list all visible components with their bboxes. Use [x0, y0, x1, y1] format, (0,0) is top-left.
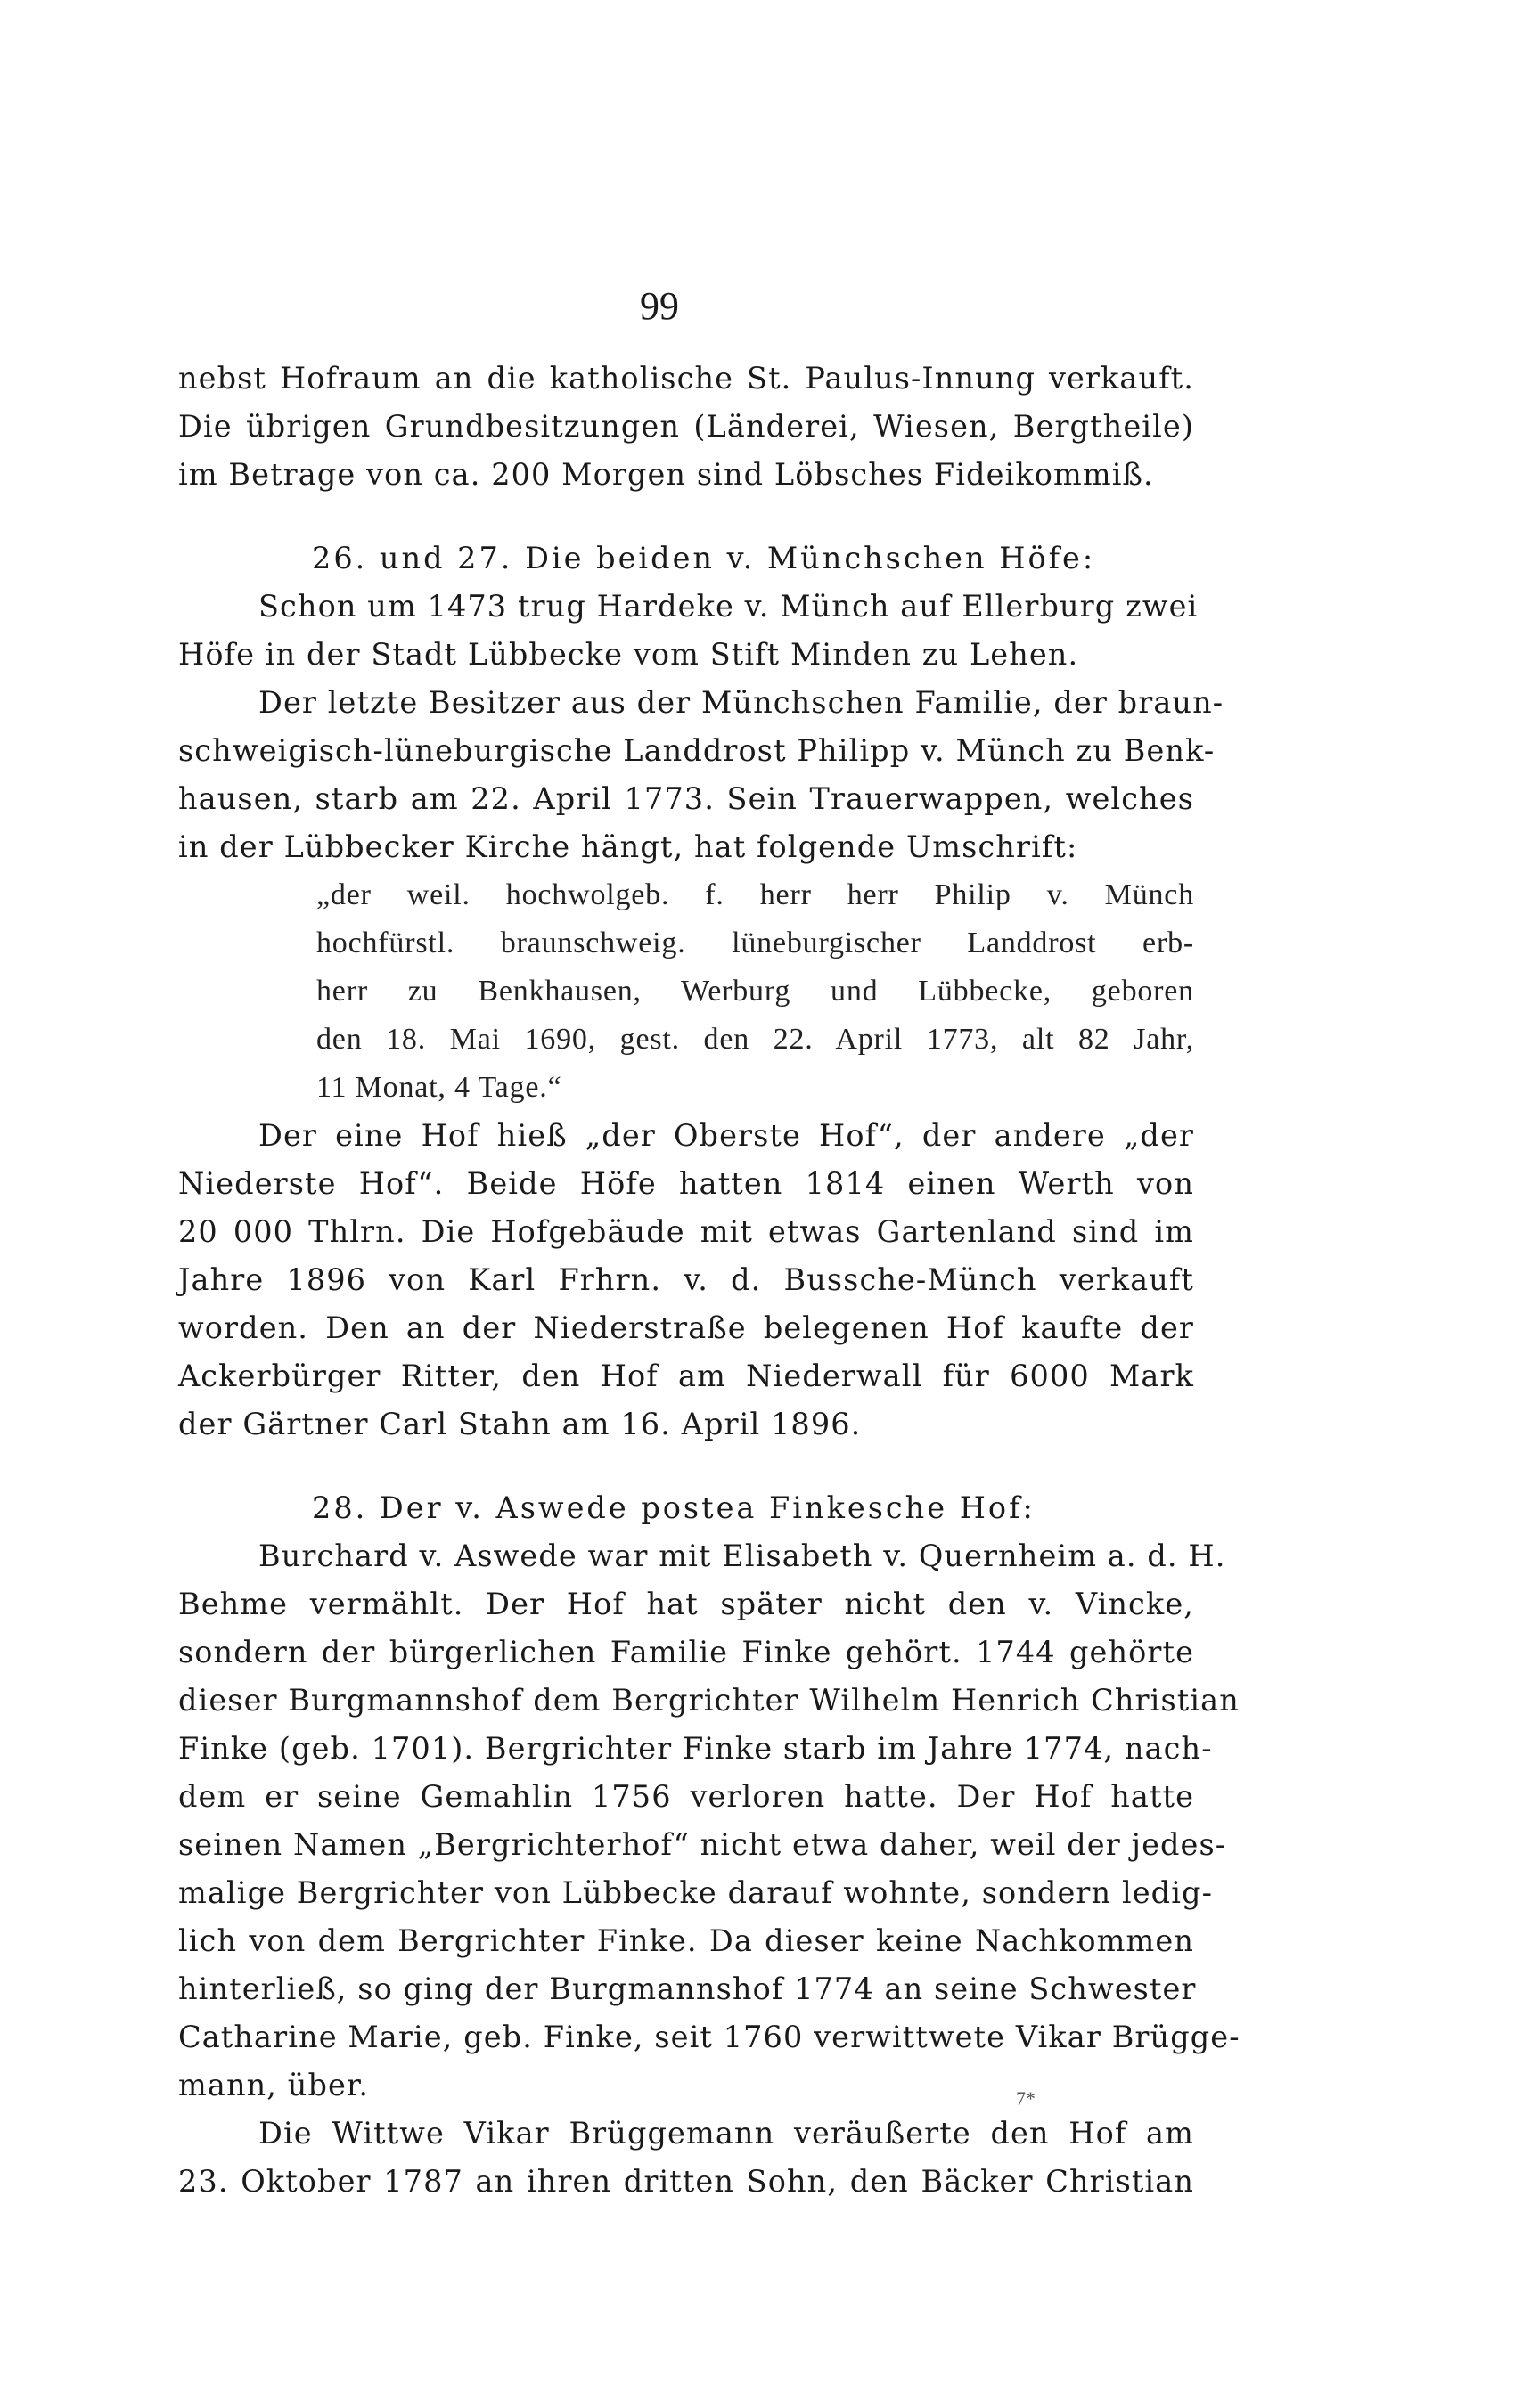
- text-line: Der eine Hof hieß „der Oberste Hof“, der andere „der: [258, 1118, 1194, 1153]
- quote-line: „der weil. hochwolgeb. f. herr herr Philip v. Münch: [316, 878, 1194, 911]
- text-line: dieser Burgmannshof dem Bergrichter Wilhelm Henrich Christian: [178, 1683, 1240, 1718]
- text-line: lich von dem Bergrichter Finke. Da dieser keine Nachkommen: [178, 1923, 1194, 1958]
- page-body: [178, 355, 1240, 2206]
- text-line: nebst Hofraum an die katholische St. Paulus-Innung verkauft.: [178, 361, 1194, 396]
- text-line: seinen Namen „Bergrichterhof“ nicht etwa daher, weil der jedes-: [178, 1827, 1227, 1862]
- text-line: Behme vermählt. Der Hof hat später nicht den v. Vincke,: [178, 1587, 1194, 1621]
- text-line: Catharine Marie, geb. Finke, seit 1760 verwittwete Vikar Brügge-: [178, 2020, 1240, 2054]
- text-line: worden. Den an der Niederstraße belegenen Hof kaufte der: [178, 1310, 1194, 1345]
- text-line: im Betrage von ca. 200 Morgen sind Löbsches Fideikommiß.: [178, 457, 1154, 492]
- text-line: 20 000 Thlrn. Die Hofgebäude mit etwas Gartenland sind im: [178, 1214, 1194, 1249]
- text-line: 23. Oktober 1787 an ihren dritten Sohn, den Bäcker Christian: [178, 2164, 1194, 2199]
- text-line: sondern der bürgerlichen Familie Finke gehört. 1744 gehörte: [178, 1635, 1194, 1669]
- text-line: Die übrigen Grundbesitzungen (Länderei, Wiesen, Bergtheile): [178, 409, 1194, 444]
- text-line: Finke (geb. 1701). Bergrichter Finke starb im Jahre 1774, nach-: [178, 1731, 1213, 1766]
- text-line: Die Wittwe Vikar Brüggemann veräußerte den Hof am: [258, 2116, 1194, 2151]
- paragraph-4: [178, 1112, 1194, 1449]
- text-line: hinterließ, so ging der Burgmannshof 1774 an seine Schwester: [178, 1971, 1197, 2006]
- quote-line: herr zu Benkhausen, Werburg und Lübbecke, geboren: [316, 975, 1194, 1008]
- text-line: Jahre 1896 von Karl Frhrn. v. d. Bussche-Münch verkauft: [178, 1262, 1194, 1297]
- text-line: in der Lübbecker Kirche hängt, hat folgende Umschrift:: [178, 829, 1078, 864]
- text-line: Burchard v. Aswede war mit Elisabeth v. Quernheim a. d. H.: [258, 1539, 1226, 1573]
- text-line: dem er seine Gemahlin 1756 verloren hatte. Der Hof hatte: [178, 1779, 1194, 1814]
- text-line: mann, über.: [178, 2068, 370, 2102]
- text-line: schweigisch-lüneburgische Landdrost Philipp v. Münch zu Benk-: [178, 733, 1216, 768]
- paragraph-1: [178, 355, 1194, 499]
- page-number: 99: [640, 284, 679, 328]
- quote-line: den 18. Mai 1690, gest. den 22. April 1773, alt 82 Jahr,: [316, 1023, 1194, 1056]
- text-line: Höfe in der Stadt Lübbecke vom Stift Minden zu Lehen.: [178, 637, 1079, 672]
- text-line: Niederste Hof“. Beide Höfe hatten 1814 einen Werth von: [178, 1166, 1194, 1201]
- section-heading-26-27: 26. und 27. Die beiden v. Münchschen Höfe:: [312, 541, 1096, 575]
- text-line: Ackerbürger Ritter, den Hof am Niederwall für 6000 Mark: [178, 1359, 1194, 1393]
- printer-signature-mark: 7*: [1016, 2087, 1036, 2110]
- text-line: malige Bergrichter von Lübbecke darauf wohnte, sondern ledig-: [178, 1875, 1214, 1910]
- text-line: hausen, starb am 22. April 1773. Sein Trauerwappen, welches: [178, 781, 1194, 816]
- inscription-quote: [316, 871, 1194, 1112]
- paragraph-2: [178, 583, 1199, 679]
- quote-line: 11 Monat, 4 Tage.“: [316, 1071, 562, 1104]
- text-line: Schon um 1473 trug Hardeke v. Münch auf Ellerburg zwei: [258, 589, 1199, 624]
- paragraph-3: [178, 679, 1224, 871]
- quote-line: hochfürstl. braunschweig. lüneburgischer Landdrost erb-: [316, 926, 1194, 959]
- paragraph-5: [178, 1532, 1240, 2110]
- section-heading-28: 28. Der v. Aswede postea Finkesche Hof:: [312, 1490, 1036, 1525]
- text-line: der Gärtner Carl Stahn am 16. April 1896.: [178, 1407, 862, 1441]
- paragraph-6: [178, 2110, 1194, 2206]
- text-line: Der letzte Besitzer aus der Münchschen Familie, der braun-: [258, 685, 1224, 720]
